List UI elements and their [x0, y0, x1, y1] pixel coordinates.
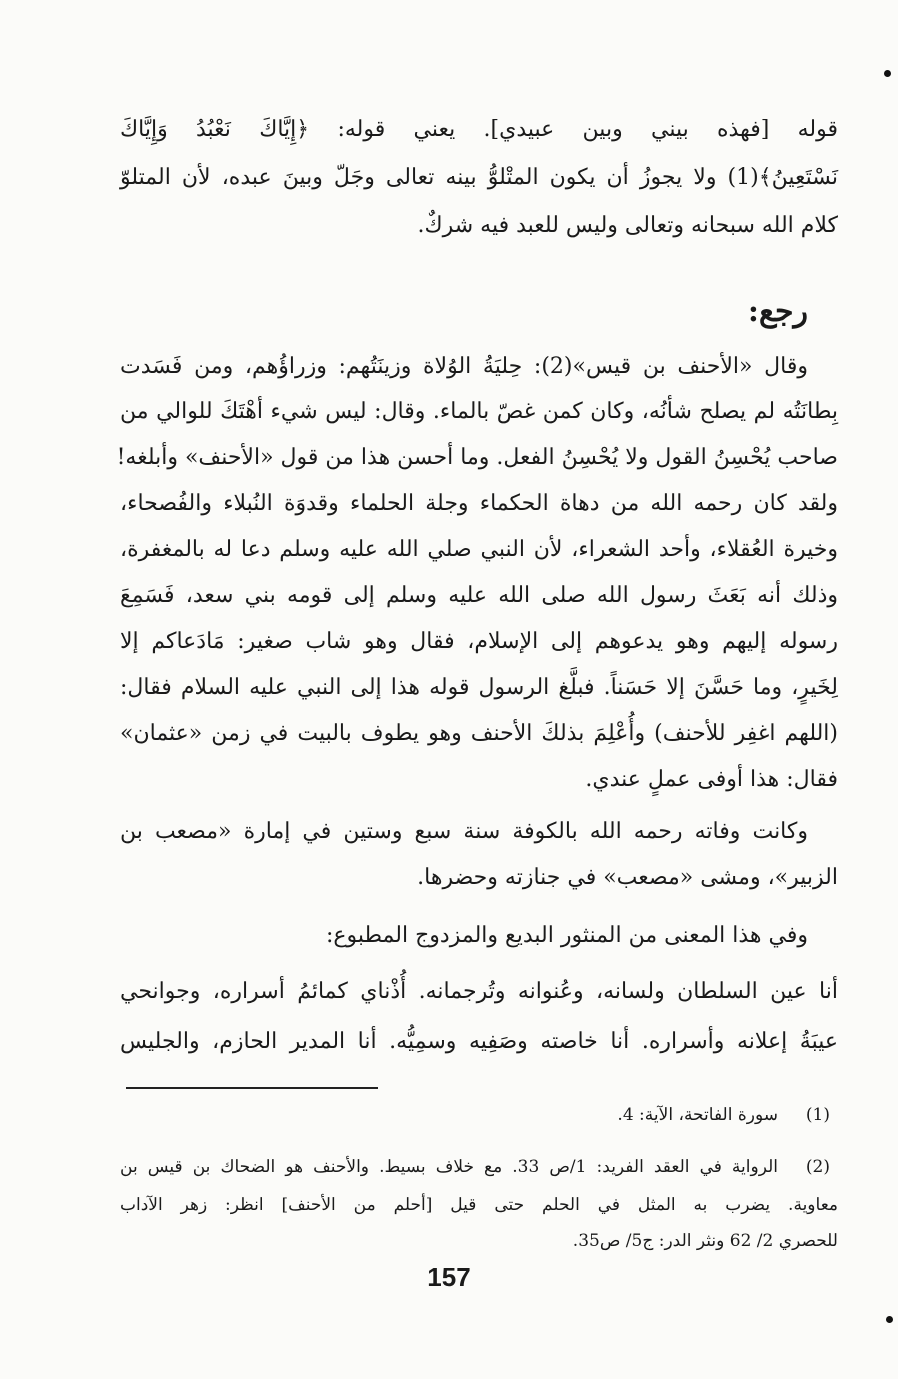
body-line-2: نَسْتَعِينُ﴾(1) ولا يجوزُ أن يكون المتْلوُّ بينه تعالى وجَلّ وبينَ عبده، لأن المتلوّ [120, 165, 838, 190]
footnote-2-number: (2) [805, 1157, 830, 1177]
body-line-13: فقال: هذا أوفى عملٍ عندي. [585, 767, 838, 792]
footnote-1-text: سورة الفاتحة، الآية: 4. [617, 1105, 778, 1125]
page-number: 157 [427, 1262, 471, 1292]
section-heading: رجع: [747, 294, 808, 329]
body-line-9: وذلك أنه بَعَثَ رسول الله صلى الله عليه وسلم إلى قومه بني سعد، فَسَمِعَ [120, 583, 838, 608]
body-line-7: ولقد كان رحمه الله من دهاة الحكماء وجلة الحلماء وقدوَة النُبلاء والفُصحاء، [120, 491, 838, 516]
body-line-8: وخيرة العُقلاء، وأحد الشعراء، لأن النبي صلي الله عليه وسلم دعا له بالمغفرة، [120, 537, 838, 562]
body-line-6: صاحب يُحْسِنُ القول ولا يُحْسِنُ الفعل. وما أحسن هذا من قول «الأحنف» وأبلغه! [116, 445, 838, 470]
body-line-3: كلام الله سبحانه وتعالى وليس للعبد فيه شركٌ. [417, 213, 838, 238]
body-line-18: عيبَةُ إعلانه وأسراره. أنا خاصته وصَفِيه وسمِيُّه. أنا المدير الحازم، والجليس [120, 1029, 838, 1054]
footnote-separator [126, 1087, 378, 1089]
body-line-16: وفي هذا المعنى من المنثور البديع والمزدوج المطبوع: [325, 923, 808, 948]
margin-speck [884, 70, 891, 77]
body-line-15: الزبير»، ومشى «مصعب» في جنازته وحضرها. [417, 865, 838, 890]
footnote-2-line-2: معاوية. يضرب به المثل في الحلم حتى قيل [أحلم من الأحنف] انظر: زهر الآداب [120, 1195, 838, 1215]
body-line-4: وقال «الأحنف بن قيس»(2): حِليَةُ الوُلاة وزينَتُهم: وزراؤُهم، ومن فَسَدت [120, 354, 808, 379]
margin-speck [886, 1316, 893, 1323]
body-line-10: رسوله إليهم وهو يدعوهم إلى الإسلام، فقال وهو شاب صغير: مَادَعاكم إلا [120, 629, 838, 654]
body-line-12: (اللهم اغفِر للأحنف) وأُعْلِمَ بذلكَ الأحنف وهو يطوف بالبيت في زمن «عثمان» [120, 721, 838, 746]
footnote-2-line-3: للحصري 2/ 62 ونثر الدر: ج5/ ص35. [572, 1231, 838, 1251]
body-line-11: لِخَيرٍ، وما حَسَّنَ إلا حَسَناً. فبلَّغ الرسول قوله هذا إلى النبي عليه السلام فقال: [120, 675, 838, 700]
body-line-14: وكانت وفاته رحمه الله بالكوفة سنة سبع وستين في إمارة «مصعب بن [120, 819, 808, 844]
footnote-1-number: (1) [805, 1105, 830, 1125]
body-line-1: قوله [فهذه بيني وبين عبيدي]. يعني قوله: ﴿إِيَّاكَ نَعْبُدُ وَإِيَّاكَ [120, 117, 838, 142]
body-line-5: بِطانَتُه لم يصلح شأنُه، وكان كمن غصّ بالماء. وقال: ليس شيء أهْتَكَ للوالي من [120, 399, 838, 424]
body-line-17: أنا عين السلطان ولسانه، وعُنوانه وتُرجمانه. أُذْناي كمائمُ أسراره، وجوانحي [120, 979, 838, 1004]
footnote-2-line-1: الرواية في العقد الفريد: 1/ص 33. مع خلاف بسيط. والأحنف هو الضحاك بن قيس بن [120, 1157, 778, 1177]
